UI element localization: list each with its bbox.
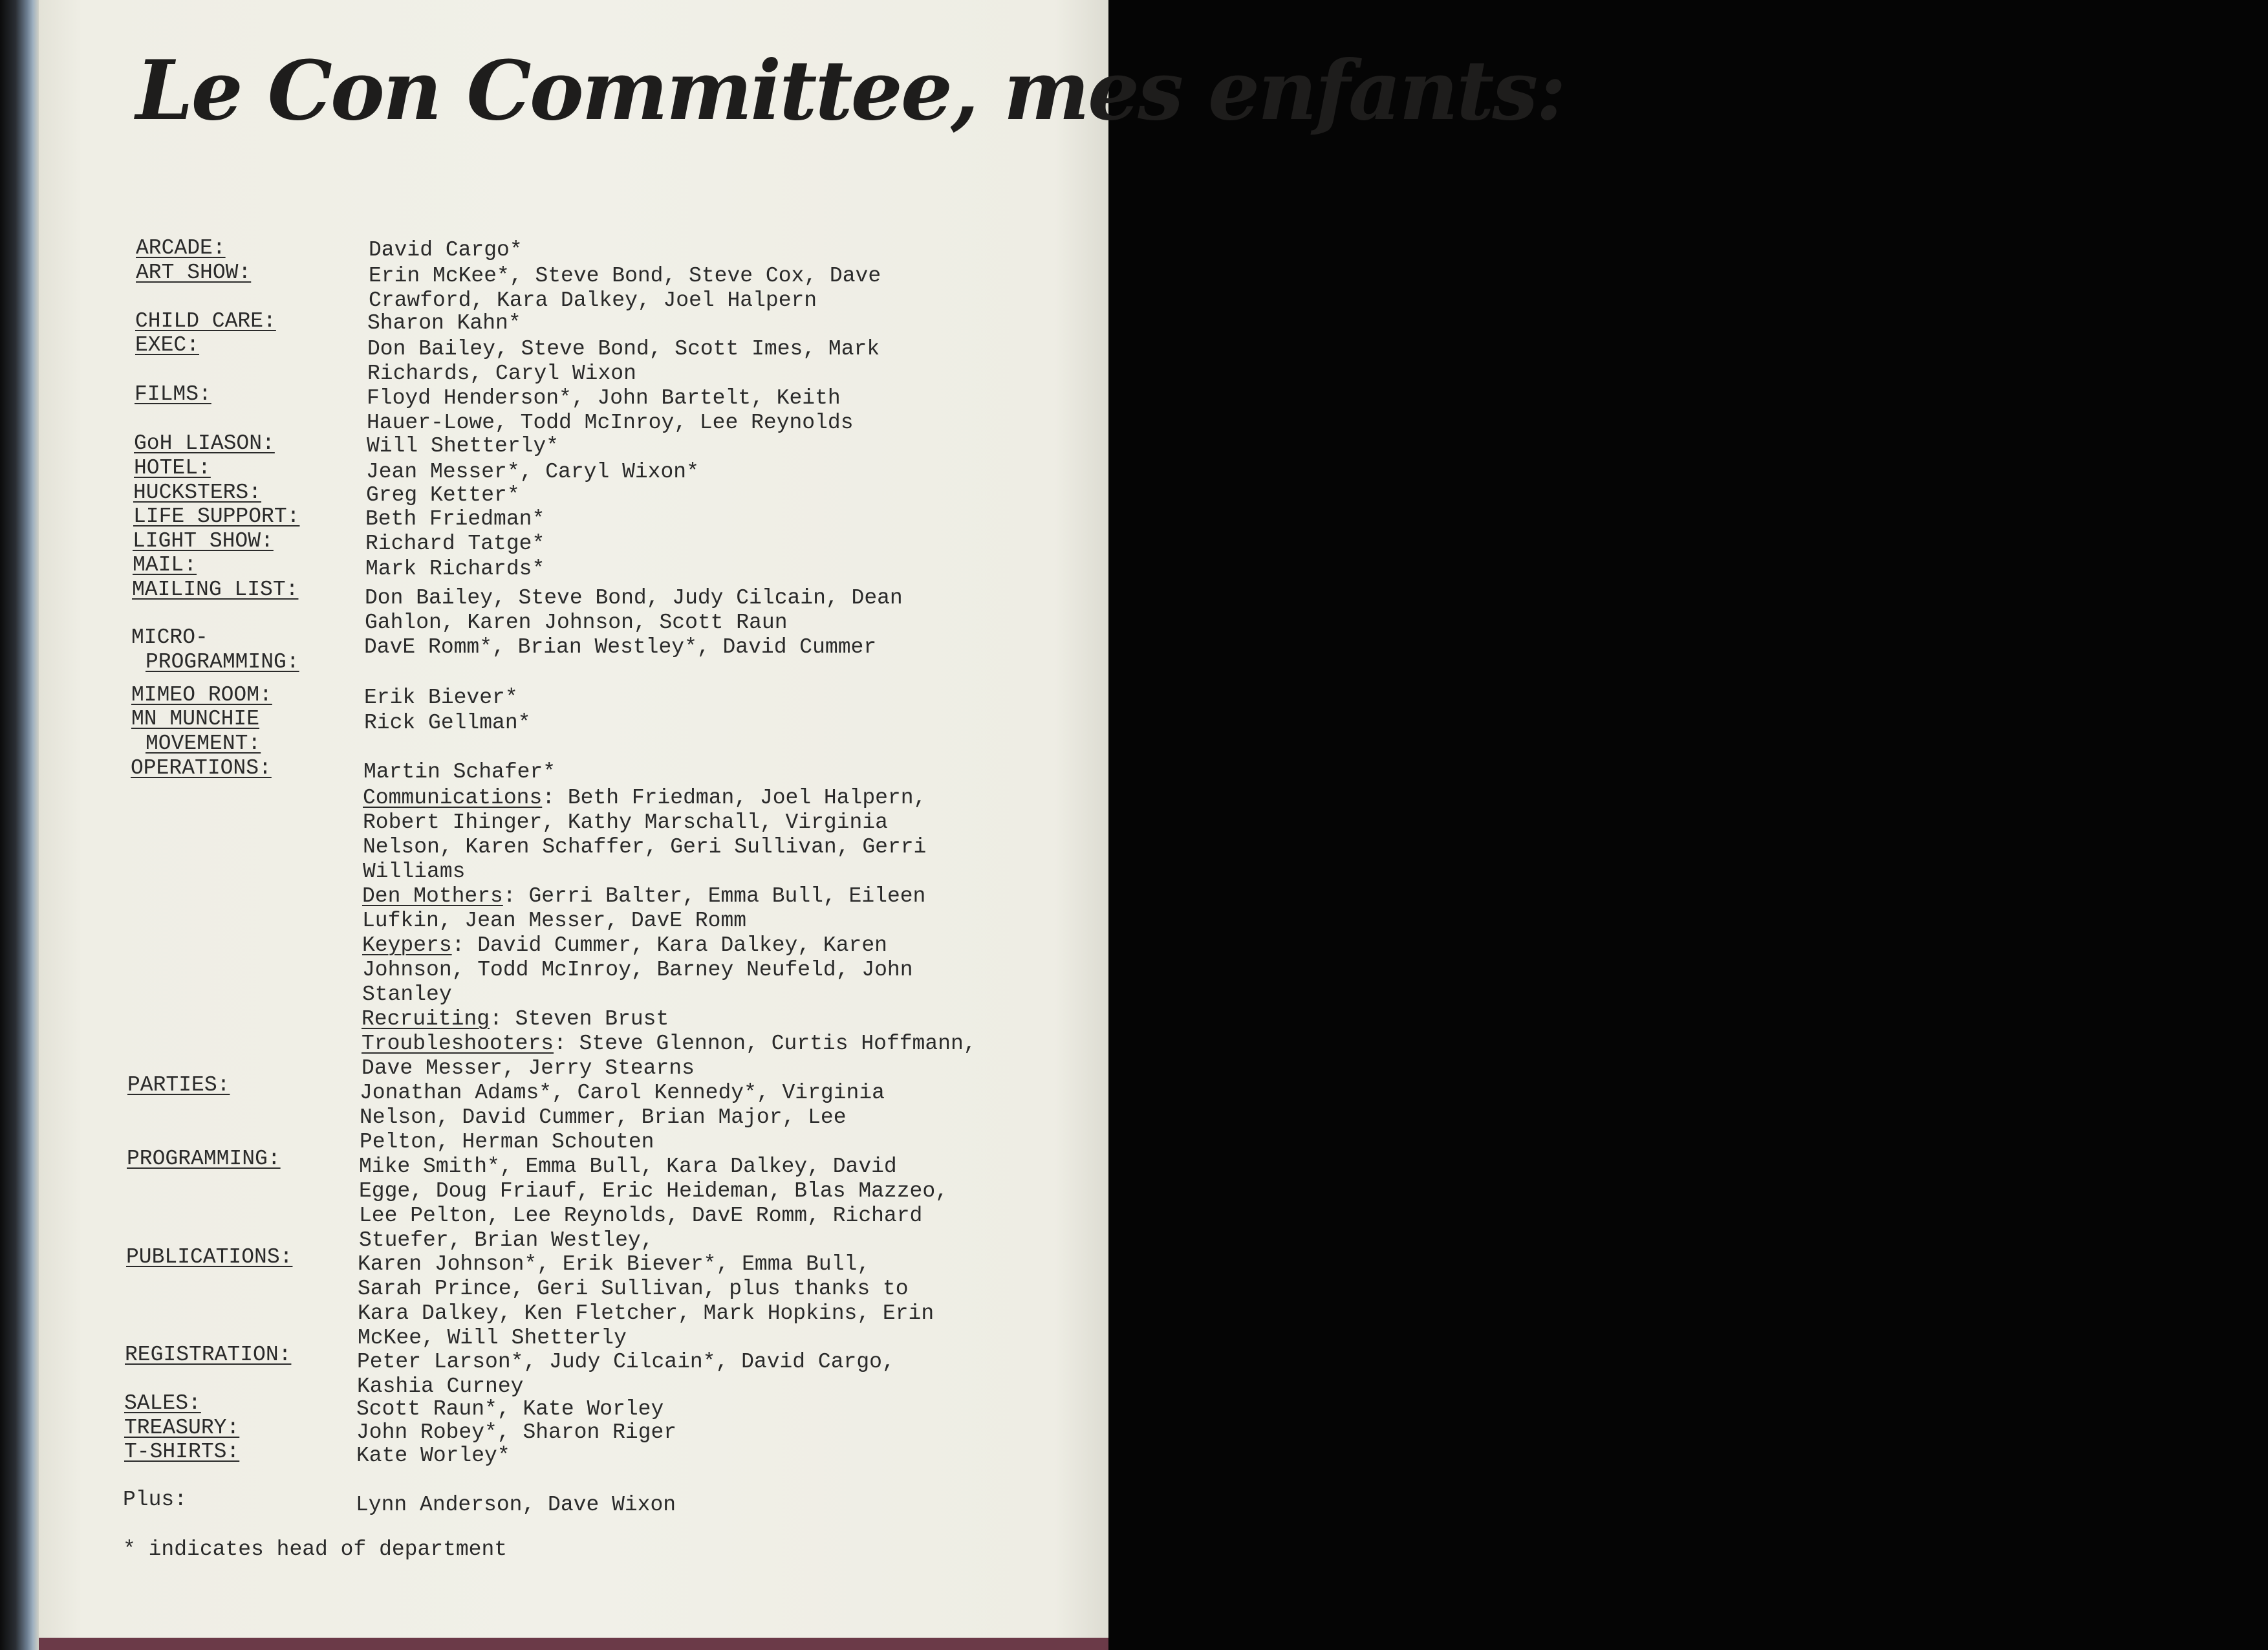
committee-members-sales: Scott Raun*, Kate Worley <box>356 1397 664 1421</box>
committee-members-mail: Mark Richards* <box>365 557 545 581</box>
committee-members-publications: Sarah Prince, Geri Sullivan, plus thanks to <box>358 1277 909 1301</box>
committee-members-hucksters: Greg Ketter* <box>366 483 520 507</box>
committee-members-parties: Pelton, Herman Schouten <box>360 1130 654 1154</box>
committee-members-programming: Lee Pelton, Lee Reynolds, DavE Romm, Richard <box>359 1204 923 1228</box>
committee-label-hotel: HOTEL: <box>134 456 211 480</box>
operations-subgroup-keypers: Keypers: David Cummer, Kara Dalkey, Karen <box>362 933 887 957</box>
committee-members-programming: Stuefer, Brian Westley, <box>359 1228 654 1252</box>
committee-members-parties: Jonathan Adams*, Carol Kennedy*, Virginia <box>360 1081 885 1105</box>
committee-members-art-show: Crawford, Kara Dalkey, Joel Halpern <box>369 288 817 312</box>
committee-label-mn-munchie-movement: MN MUNCHIE <box>131 707 260 731</box>
subgroup-name: Recruiting <box>362 1007 490 1031</box>
committee-label-mn-munchie-movement: MOVEMENT: <box>146 732 261 755</box>
committee-label-mailing-list: MAILING LIST: <box>132 578 299 602</box>
operations-subgroup-communications: Williams <box>363 860 466 884</box>
committee-label-sales: SALES: <box>124 1391 201 1415</box>
committee-label-exec: EXEC: <box>135 333 200 357</box>
subgroup-name: Troubleshooters <box>362 1032 554 1056</box>
operations-subgroup-keypers: Stanley <box>362 982 452 1006</box>
operations-subgroup-communications: Communications: Beth Friedman, Joel Halpern, <box>363 786 927 810</box>
committee-members-goh-liason: Will Shetterly* <box>367 434 559 458</box>
committee-members-films: Floyd Henderson*, John Bartelt, Keith <box>367 386 841 410</box>
committee-members-exec: Richards, Caryl Wixon <box>367 362 636 385</box>
committee-members-micro-programming: DavE Romm*, Brian Westley*, David Cummer <box>364 635 877 659</box>
committee-label-mimeo-room: MIMEO ROOM: <box>131 683 272 707</box>
committee-members-registration: Kashia Curney <box>357 1374 524 1398</box>
committee-label-life-support: LIFE SUPPORT: <box>133 505 300 528</box>
committee-label-micro-programming: PROGRAMMING: <box>146 650 299 674</box>
committee-members-arcade: David Cargo* <box>369 238 523 262</box>
committee-label-registration: REGISTRATION: <box>125 1343 292 1367</box>
committee-label-parties: PARTIES: <box>127 1073 230 1097</box>
operations-subgroup-den-mothers: Lufkin, Jean Messer, DavE Romm <box>362 909 747 933</box>
committee-members-treasury: John Robey*, Sharon Riger <box>356 1420 677 1444</box>
committee-members-mimeo-room: Erik Biever* <box>364 686 518 710</box>
operations-subgroup-den-mothers: Den Mothers: Gerri Balter, Emma Bull, Eileen <box>362 884 926 908</box>
operations-subgroup-troubleshooters: Troubleshooters: Steve Glennon, Curtis Hoffmann, <box>362 1032 977 1056</box>
operations-subgroup-keypers: Johnson, Todd McInroy, Barney Neufeld, John <box>362 958 913 982</box>
operations-subgroup-recruiting: Recruiting: Steven Brust <box>362 1007 669 1031</box>
page-title: Le Con Committee, mes enfants: <box>136 43 1564 138</box>
committee-members-programming: Egge, Doug Friauf, Eric Heideman, Blas Mazzeo, <box>359 1179 948 1203</box>
committee-label-films: FILMS: <box>135 382 211 406</box>
committee-label-publications: PUBLICATIONS: <box>126 1245 293 1269</box>
committee-members-life-support: Beth Friedman* <box>365 507 545 531</box>
committee-members-programming: Mike Smith*, Emma Bull, Kara Dalkey, David <box>359 1155 897 1178</box>
subgroup-name: Communications <box>363 786 543 810</box>
plus-members: Lynn Anderson, Dave Wixon <box>356 1493 676 1517</box>
committee-members-hotel: Jean Messer*, Caryl Wixon* <box>366 460 699 484</box>
committee-members-light-show: Richard Tatge* <box>365 532 545 556</box>
committee-label-arcade: ARCADE: <box>136 236 226 260</box>
committee-members-registration: Peter Larson*, Judy Cilcain*, David Cargo, <box>357 1350 895 1374</box>
committee-members-t-shirts: Kate Worley* <box>356 1444 510 1468</box>
committee-members-art-show: Erin McKee*, Steve Bond, Steve Cox, Dave <box>369 264 881 288</box>
committee-members-mailing-list: Gahlon, Karen Johnson, Scott Raun <box>365 611 788 635</box>
committee-members-parties: Nelson, David Cummer, Brian Major, Lee <box>360 1105 847 1129</box>
committee-label-programming: PROGRAMMING: <box>127 1147 281 1171</box>
committee-label-goh-liason: GoH LIASON: <box>134 431 275 455</box>
committee-members-films: Hauer-Lowe, Todd McInroy, Lee Reynolds <box>367 411 854 435</box>
bottom-edge-strip <box>39 1638 1108 1650</box>
committee-members-publications: McKee, Will Shetterly <box>358 1326 627 1350</box>
committee-label-operations: OPERATIONS: <box>131 756 272 780</box>
committee-label-hucksters: HUCKSTERS: <box>133 481 262 505</box>
committee-members-operations: Martin Schafer* <box>363 760 556 784</box>
committee-label-light-show: LIGHT SHOW: <box>133 529 274 553</box>
committee-label-art-show: ART SHOW: <box>136 261 252 285</box>
subgroup-name: Keypers <box>362 933 452 957</box>
committee-members-publications: Karen Johnson*, Erik Biever*, Emma Bull, <box>358 1252 870 1276</box>
book-spine <box>0 0 39 1650</box>
committee-label-micro-programming: MICRO- <box>131 625 208 649</box>
committee-members-child-care: Sharon Kahn* <box>367 311 521 335</box>
committee-members-publications: Kara Dalkey, Ken Fletcher, Mark Hopkins, Erin <box>358 1301 934 1325</box>
plus-label: Plus: <box>123 1488 188 1512</box>
operations-subgroup-communications: Nelson, Karen Schaffer, Geri Sullivan, Gerri <box>363 835 927 859</box>
subgroup-name: Den Mothers <box>362 884 503 908</box>
operations-subgroup-communications: Robert Ihinger, Kathy Marschall, Virginia <box>363 810 888 834</box>
committee-members-mailing-list: Don Bailey, Steve Bond, Judy Cilcain, Dean <box>365 586 903 610</box>
committee-label-treasury: TREASURY: <box>124 1416 240 1440</box>
committee-label-mail: MAIL: <box>133 553 197 577</box>
committee-label-t-shirts: T-SHIRTS: <box>124 1440 240 1464</box>
footnote: * indicates head of department <box>123 1537 508 1561</box>
operations-subgroup-troubleshooters: Dave Messer, Jerry Stearns <box>362 1056 695 1080</box>
committee-label-child-care: CHILD CARE: <box>135 309 276 333</box>
committee-members-mn-munchie-movement: Rick Gellman* <box>364 711 531 735</box>
committee-members-exec: Don Bailey, Steve Bond, Scott Imes, Mark <box>367 337 880 361</box>
